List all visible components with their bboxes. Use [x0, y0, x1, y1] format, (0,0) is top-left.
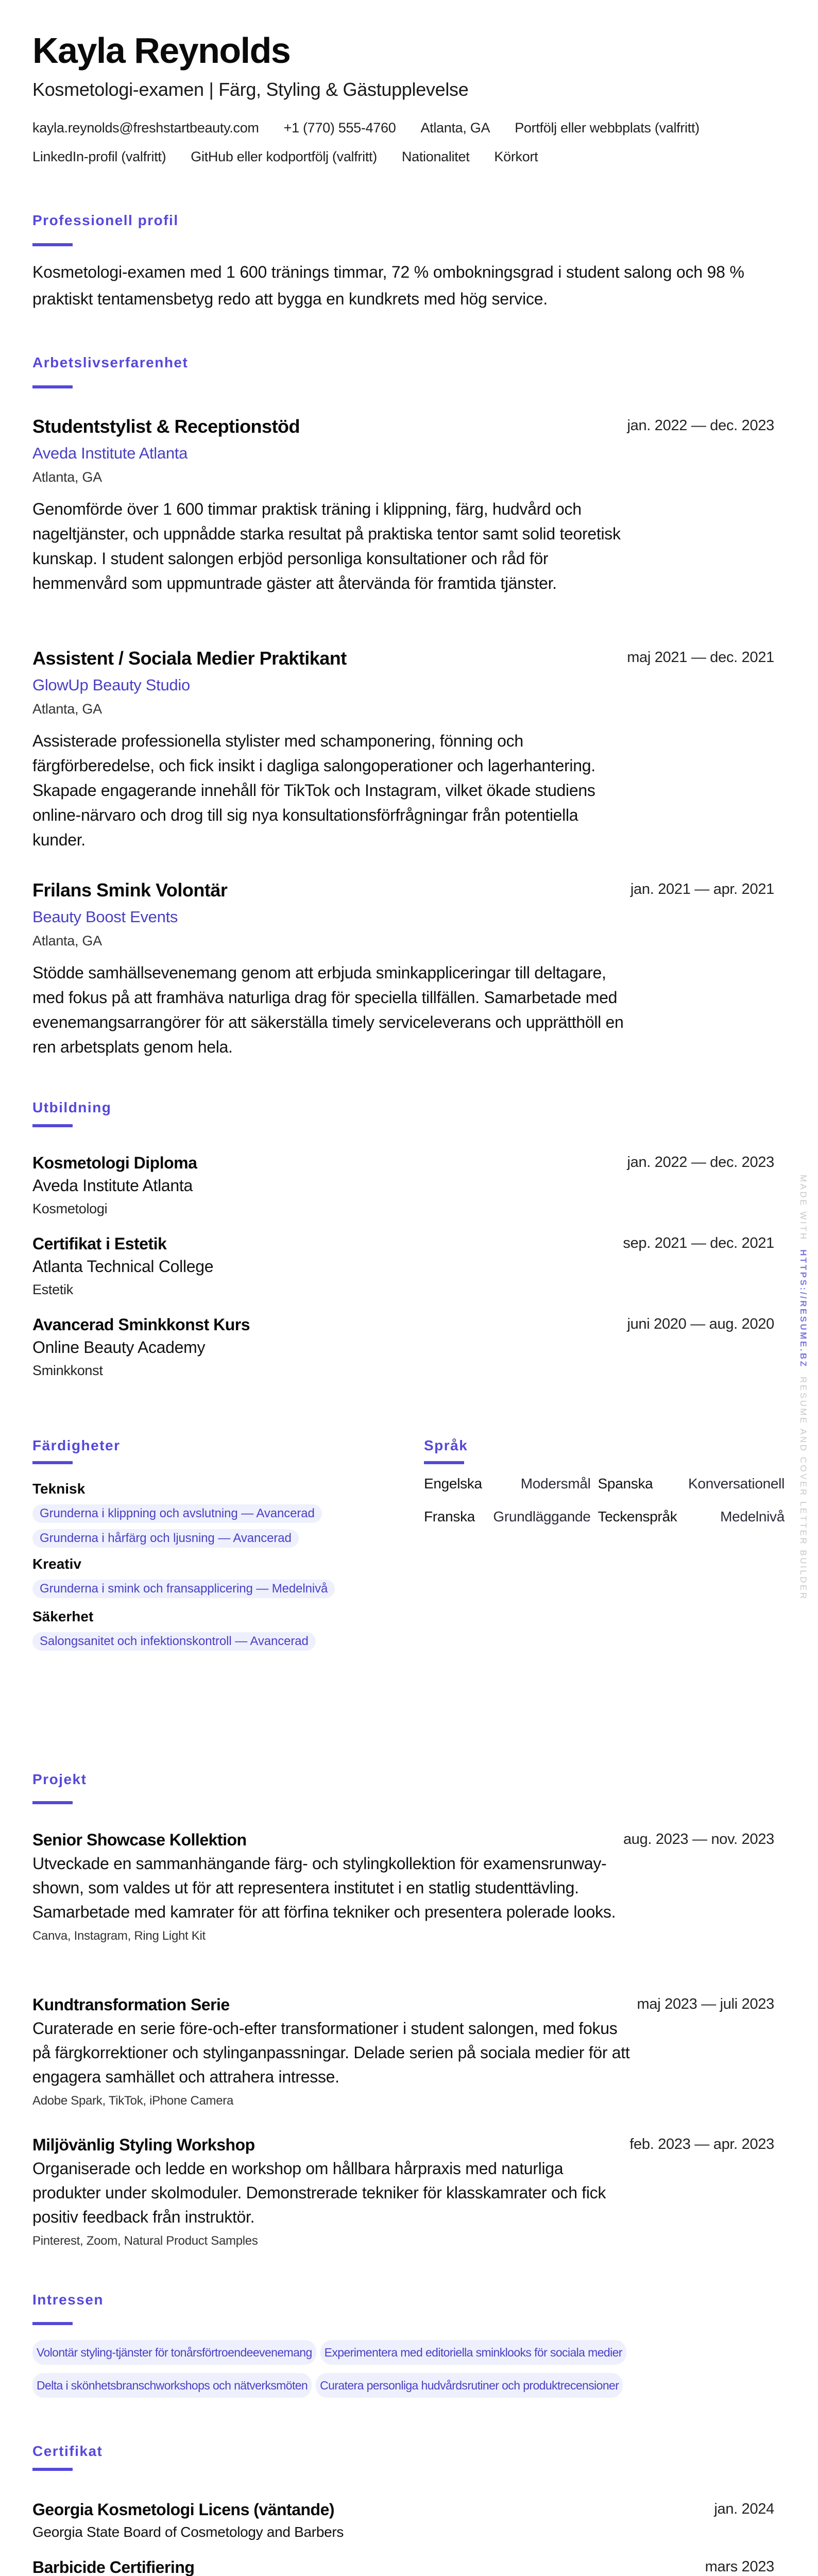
contact-linkedin[interactable]: LinkedIn-profil (valfritt)	[32, 149, 166, 164]
certificate-date: jan. 2024	[714, 2501, 774, 2517]
job-dates: jan. 2022 — dec. 2023	[627, 417, 774, 434]
language-level: Grundläggande	[493, 1509, 591, 1524]
language-level: Konversationell	[688, 1476, 785, 1492]
project-entry	[32, 1829, 774, 1945]
education-dates: juni 2020 — aug. 2020	[627, 1316, 774, 1332]
job-company: Beauty Boost Events	[32, 908, 178, 926]
skill-group	[32, 1555, 335, 1598]
project-description: Utveckade en sammanhängande färg- och stylingkollektion för examensrunway-shown, som valdes ut för att representera institutet i en statlig studenttävling. Samarbetade med kamrater för att förfina tekniker och presentera polerade looks.	[32, 1854, 616, 1921]
interest-pill: Delta i skönhetsbranschworkshops och nätverksmöten	[32, 2373, 312, 2398]
education-degree: Kosmetologi Diploma	[32, 1154, 197, 1172]
project-entry	[32, 1994, 774, 2110]
section-title-education: Utbildning	[32, 1099, 112, 1115]
project-tools: Pinterest, Zoom, Natural Product Samples	[32, 2234, 258, 2248]
skill-pill: Grunderna i smink och fransapplicering — Medelnivå	[32, 1580, 335, 1598]
experience-entry	[32, 647, 774, 852]
education-degree: Avancerad Sminkkonst Kurs	[32, 1315, 250, 1334]
education-dates: jan. 2022 — dec. 2023	[627, 1154, 774, 1171]
job-description: Genomförde över 1 600 timmar praktisk träning i klippning, färg, hudvård och nageltjänster, och uppnådde starka resultat på praktiska tentor samt solid teoretisk kunskap. I student salongen erbjöd personliga konsultationer och råd för hemmenvård som uppmuntrade gäster att återvända för framtida tjänster.	[32, 500, 621, 592]
project-description: Curaterade en serie före-och-efter transformationer i student salongen, med fokus på färgkorrektioner och stylinganpassningar. Delade serien på sociala medier för att engagera samhället och attrahera intresse.	[32, 2019, 630, 2086]
section-title-profile: Professionell profil	[32, 212, 179, 228]
job-title: Frilans Smink Volontär	[32, 879, 228, 901]
contact-drivers-license: Körkort	[494, 149, 538, 164]
contact-email[interactable]: kayla.reynolds@freshstartbeauty.com	[32, 120, 259, 135]
section-divider	[32, 385, 73, 388]
section-divider	[32, 243, 73, 246]
project-title: Miljövänlig Styling Workshop	[32, 2136, 255, 2154]
candidate-name: Kayla Reynolds	[32, 30, 291, 71]
contact-nationality: Nationalitet	[401, 149, 470, 164]
certificate-entry	[32, 2556, 774, 2576]
project-tools: Canva, Instagram, Ring Light Kit	[32, 1929, 206, 1943]
interest-pill: Volontär styling-tjänster för tonårsförtroendeevenemang	[32, 2340, 316, 2365]
skill-group-title: Teknisk	[32, 1481, 86, 1497]
education-field: Estetik	[32, 1282, 73, 1297]
watermark-prefix: MADE WITH	[798, 1175, 808, 1241]
project-dates: maj 2023 — juli 2023	[637, 1996, 774, 2012]
project-dates: feb. 2023 — apr. 2023	[629, 2136, 774, 2153]
section-title-projects: Projekt	[32, 1771, 87, 1787]
project-title: Senior Showcase Kollektion	[32, 1831, 247, 1849]
section-divider	[32, 1124, 73, 1127]
section-title-languages: Språk	[424, 1437, 468, 1453]
project-description: Organiserade och ledde en workshop om hållbara hårpraxis med naturliga produkter under skolmoduler. Demonstrerade tekniker för klasskamrater och fick positiv feedback från instruktör.	[32, 2159, 606, 2226]
interest-pill: Experimentera med editoriella sminklooks för sociala medier	[320, 2340, 626, 2365]
project-title: Kundtransformation Serie	[32, 1995, 230, 2014]
project-tools: Adobe Spark, TikTok, iPhone Camera	[32, 2094, 234, 2108]
job-description: Assisterade professionella stylister med schamponering, fönning och färgförberedelse, och fick insikt i dagliga salongoperationer och lagerhantering. Skapade engagerande innehåll för TikTok och Instagram, vilket ökade studiens online-närvaro och drog till sig nya konsultationsförfrågningar från potentiella kunder.	[32, 732, 595, 849]
section-title-experience: Arbetslivserfarenhet	[32, 354, 189, 370]
skill-pill: Grunderna i klippning och avslutning — Avancerad	[32, 1504, 322, 1523]
education-school: Atlanta Technical College	[32, 1257, 214, 1276]
certificate-name: Georgia Kosmetologi Licens (väntande)	[32, 2500, 335, 2519]
skill-group-title: Säkerhet	[32, 1608, 94, 1624]
section-divider	[32, 2322, 73, 2325]
education-entry	[32, 1233, 774, 1300]
job-dates: maj 2021 — dec. 2021	[627, 649, 774, 666]
skill-group	[32, 1480, 322, 1548]
interest-pill: Curatera personliga hudvårdsrutiner och produktrecensioner	[316, 2373, 623, 2398]
candidate-headline: Kosmetologi-examen | Färg, Styling & Gästupplevelse	[32, 79, 469, 100]
language-name: Spanska	[598, 1476, 653, 1492]
education-degree: Certifikat i Estetik	[32, 1234, 167, 1253]
section-divider	[32, 1801, 73, 1804]
skill-pill: Grunderna i hårfärg och ljusning — Avancerad	[32, 1529, 299, 1548]
certificate-entry	[32, 2499, 774, 2542]
job-title: Assistent / Sociala Medier Praktikant	[32, 648, 347, 669]
job-dates: jan. 2021 — apr. 2021	[630, 881, 774, 897]
watermark-link[interactable]: HTTPS://RESUME.BZ	[798, 1249, 808, 1368]
education-school: Aveda Institute Atlanta	[32, 1176, 193, 1195]
contact-location: Atlanta, GA	[420, 120, 490, 135]
job-description: Stödde samhällsevenemang genom att erbjuda sminkappliceringar till deltagare, med fokus på att framhäva naturliga drag för speciella tillfällen. Samarbetade med evenemangsarrangörer för att säkerställa timely serviceleverans och upprätthöll en ren arbetsplats genom hela.	[32, 963, 624, 1056]
contact-list	[32, 118, 779, 166]
contact-github[interactable]: GitHub eller kodportfölj (valfritt)	[191, 149, 377, 164]
language-name: Teckenspråk	[598, 1509, 677, 1524]
job-title: Studentstylist & Receptionstöd	[32, 416, 300, 437]
profile-summary: Kosmetologi-examen med 1 600 tränings timmar, 72 % ombokningsgrad i student salong och 98 % praktiskt tentamensbetyg redo att bygga en kundkrets med hög service.	[32, 263, 744, 308]
section-divider	[32, 1461, 73, 1464]
experience-entry	[32, 415, 774, 596]
skill-group-title: Kreativ	[32, 1556, 81, 1572]
certificate-issuer: Georgia State Board of Cosmetology and Barbers	[32, 2524, 344, 2540]
skill-group	[32, 1607, 316, 1651]
education-field: Kosmetologi	[32, 1201, 108, 1216]
language-level: Modersmål	[520, 1476, 591, 1492]
job-location: Atlanta, GA	[32, 933, 102, 948]
project-entry	[32, 2134, 774, 2250]
language-name: Franska	[424, 1509, 475, 1524]
language-name: Engelska	[424, 1476, 482, 1492]
education-field: Sminkkonst	[32, 1363, 103, 1378]
experience-entry	[32, 879, 774, 1059]
job-location: Atlanta, GA	[32, 469, 102, 485]
skill-pill: Salongsanitet och infektionskontroll — Avancerad	[32, 1632, 316, 1651]
job-company: Aveda Institute Atlanta	[32, 444, 188, 462]
language-level: Medelnivå	[720, 1509, 785, 1524]
job-company: GlowUp Beauty Studio	[32, 676, 190, 694]
contact-phone[interactable]: +1 (770) 555-4760	[283, 120, 396, 135]
section-divider	[424, 1461, 464, 1464]
section-title-certificates: Certifikat	[32, 2443, 103, 2459]
watermark-suffix: RESUME AND COVER LETTER BUILDER	[798, 1377, 808, 1601]
education-entry	[32, 1152, 774, 1219]
interest-list	[32, 2340, 779, 2406]
section-title-skills: Färdigheter	[32, 1437, 121, 1453]
education-school: Online Beauty Academy	[32, 1338, 206, 1357]
certificate-name: Barbicide Certifiering	[32, 2558, 195, 2576]
section-title-interests: Intressen	[32, 2292, 104, 2308]
project-dates: aug. 2023 — nov. 2023	[623, 1831, 774, 1848]
certificate-date: mars 2023	[705, 2558, 774, 2575]
job-location: Atlanta, GA	[32, 701, 102, 717]
language-list	[424, 1475, 785, 1526]
section-divider	[32, 2468, 73, 2471]
education-dates: sep. 2021 — dec. 2021	[623, 1235, 774, 1251]
builder-watermark	[797, 1175, 809, 1601]
education-entry	[32, 1314, 774, 1381]
contact-portfolio[interactable]: Portfölj eller webbplats (valfritt)	[515, 120, 700, 135]
